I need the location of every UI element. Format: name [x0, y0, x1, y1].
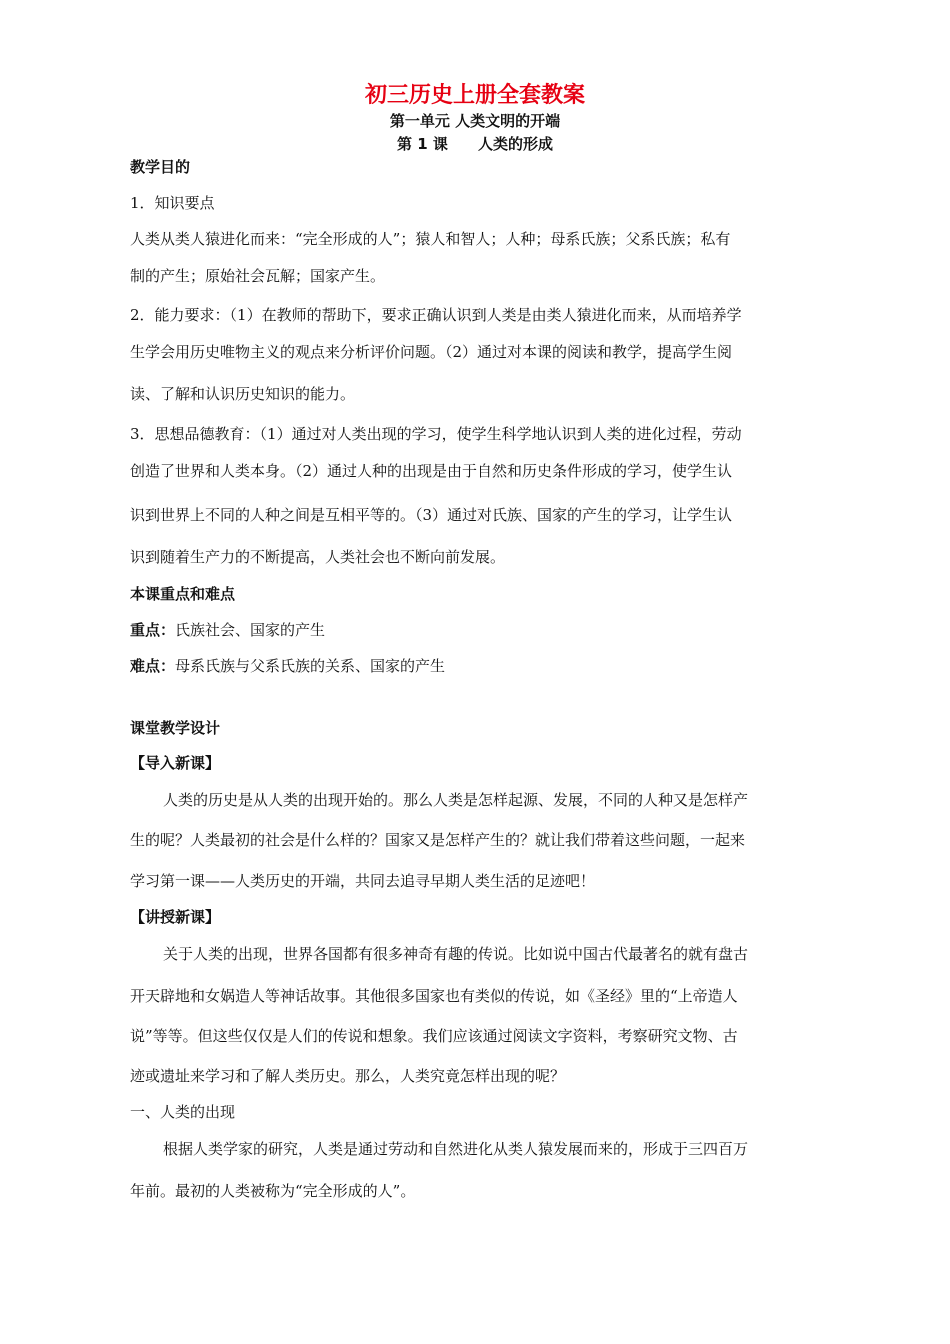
ability-line-2: 生学会用历史唯物主义的观点来分析评价问题。（2）通过对本课的阅读和教学，提高学生阅 — [130, 343, 733, 361]
lesson-number: 第 1 课 — [397, 135, 448, 153]
section-1-line-1: 根据人类学家的研究，人类是通过劳动和自然进化从类人猿发展而来的，形成于三四百万 — [163, 1140, 749, 1158]
section-1-line-2: 年前。最初的人类被称为“完全形成的人”。 — [130, 1182, 416, 1200]
moral-line-2: 创造了世界和人类本身。（2）通过人种的出现是由于自然和历史条件形成的学习，使学生认 — [130, 462, 733, 480]
key-point-text: 氏族社会、国家的产生 — [175, 621, 326, 639]
design-heading: 课堂教学设计 — [130, 719, 221, 737]
unit-title: 第一单元 人类文明的开端 — [389, 112, 561, 130]
knowledge-label: 1．知识要点 — [130, 194, 215, 212]
difficult-point-label: 难点： — [130, 657, 176, 675]
teach-heading: 【讲授新课】 — [130, 908, 221, 926]
teach-line-3: 说”等等。但这些仅仅是人们的传说和想象。我们应该通过阅读文字资料，考察研究文物、古 — [130, 1027, 738, 1045]
difficult-point-text: 母系氏族与父系氏族的关系、国家的产生 — [175, 657, 446, 675]
key-point-label: 重点： — [130, 621, 176, 639]
lesson-name: 人类的形成 — [477, 135, 553, 153]
lesson-title — [0, 133, 950, 154]
goals-heading: 教学目的 — [130, 158, 191, 176]
intro-line-2: 生的呢？人类最初的社会是什么样的？国家又是怎样产生的？就让我们带着这些问题，一起来 — [130, 831, 746, 849]
intro-line-1: 人类的历史是从人类的出现开始的。那么人类是怎样起源、发展，不同的人种又是怎样产 — [163, 791, 749, 809]
moral-line-1: 3．思想品德教育：（1）通过对人类出现的学习，使学生科学地认识到人类的进化过程，劳动 — [130, 425, 742, 443]
teach-line-4: 迹或遗址来学习和了解人类历史。那么，人类究竟怎样出现的呢？ — [130, 1067, 566, 1085]
focus-heading: 本课重点和难点 — [130, 585, 236, 603]
moral-line-4: 识到随着生产力的不断提高，人类社会也不断向前发展。 — [130, 548, 506, 566]
ability-line-1: 2．能力要求：（1）在教师的帮助下，要求正确认识到人类是由类人猿进化而来，从而培养学 — [130, 306, 742, 324]
teach-line-1: 关于人类的出现，世界各国都有很多神奇有趣的传说。比如说中国古代最著名的就有盘古 — [163, 945, 749, 963]
intro-heading: 【导入新课】 — [130, 754, 221, 772]
ability-line-3: 读、了解和认识历史知识的能力。 — [130, 385, 356, 403]
teach-line-2: 开天辟地和女娲造人等神话故事。其他很多国家也有类似的传说，如《圣经》里的“上帝造人 — [130, 987, 738, 1005]
intro-line-3: 学习第一课——人类历史的开端，共同去追寻早期人类生活的足迹吧！ — [130, 872, 596, 890]
knowledge-line-1: 人类从类人猿进化而来：“完全形成的人”；猿人和智人；人种；母系氏族；父系氏族；私有 — [130, 230, 731, 248]
difficult-point — [130, 656, 820, 676]
document-title: 初三历史上册全套教案 — [364, 83, 585, 108]
knowledge-line-2: 制的产生；原始社会瓦解；国家产生。 — [130, 267, 386, 285]
section-1-heading: 一、人类的出现 — [130, 1103, 236, 1121]
moral-line-3: 识到世界上不同的人种之间是互相平等的。（3）通过对氏族、国家的产生的学习，让学生认 — [130, 506, 733, 524]
key-point — [130, 620, 820, 640]
